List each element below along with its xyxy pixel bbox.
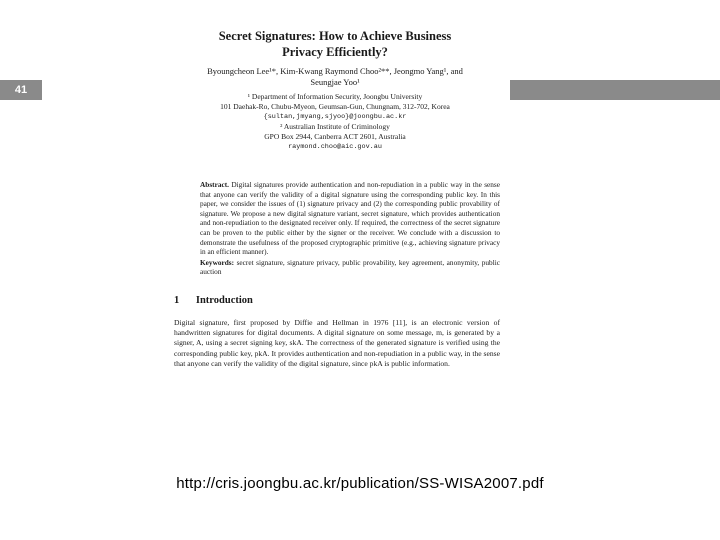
introduction-paragraph: Digital signature, first proposed by Diffie and Hellman in 1976 [11], is an electronic version of handwritten signatures for digital documents. A digital signature on some message, m, is generated by a signer, A, using a secret signing key, skA. The correctness of the generated signature is verified using the corresponding public key, pkA. It provides authentication and non-repudiation in a public way, in the sense that anyone can verify the validity of the digital signature, since pkA is public information. (174, 317, 500, 368)
source-url: http://cris.joongbu.ac.kr/publication/SS-WISA2007.pdf (176, 475, 544, 492)
paper-affiliations (160, 92, 510, 152)
affiliation-1-emails: {sultan,jmyang,sjyoo}@joongbu.ac.kr (263, 113, 407, 121)
slide-number-bar-right (510, 80, 720, 100)
authors-line-1: Byoungcheon Lee¹*, Kim-Kwang Raymond Choo²**, Jeongmo Yang¹, and (207, 66, 463, 76)
affiliation-2-line-2: GPO Box 2944, Canberra ACT 2601, Australia (264, 132, 406, 141)
abstract-text: Digital signatures provide authentication and non-repudiation in a public way in the sense that anyone can verify the validity of a digital signature using the corresponding public key. In this paper, we consider the issues of (1) signature privacy and (2) the corresponding public provability of signature. We propose a new digital signature variant, secret signature, which provides authentication and non-repudiation to the designated receiver only. If required, the correctness of the secret signature can be proven to the public either by the signer or the receiver. We conclude with a discussion to demonstrate the usefulness of the proposed cryptographic primitive (e.g., achieving signature privacy in an efficient manner). (200, 180, 501, 257)
abstract-label: Abstract. (200, 180, 229, 189)
affiliation-2-email: raymond.choo@aic.gov.au (288, 143, 382, 151)
paper-authors (160, 66, 510, 88)
affiliation-2-line-1: ² Australian Institute of Criminology (280, 122, 390, 131)
keywords-label: Keywords: (200, 257, 235, 267)
paper-page-image (160, 20, 510, 475)
affiliation-1-line-1: ¹ Department of Information Security, Joongbu University (247, 92, 423, 101)
affiliation-1-line-2: 101 Daehak-Ro, Chubu-Myeon, Geumsan-Gun, Chungnam, 312-702, Korea (220, 102, 450, 111)
paper-title-line-2: Privacy Efficiently? (282, 45, 388, 59)
slide-number: 41 (14, 84, 28, 96)
keywords-text: secret signature, signature privacy, public provability, key agreement, anonymity, public auction (200, 257, 500, 277)
paper-keywords (200, 258, 500, 277)
section-number: 1 (174, 294, 180, 306)
paper-title (160, 28, 510, 60)
authors-line-2: Seungjae Yoo¹ (310, 77, 360, 87)
paper-abstract (200, 180, 500, 257)
section-title: Introduction (195, 294, 253, 306)
paper-title-line-1: Secret Signatures: How to Achieve Business (218, 29, 452, 43)
section-heading-introduction (174, 295, 510, 306)
